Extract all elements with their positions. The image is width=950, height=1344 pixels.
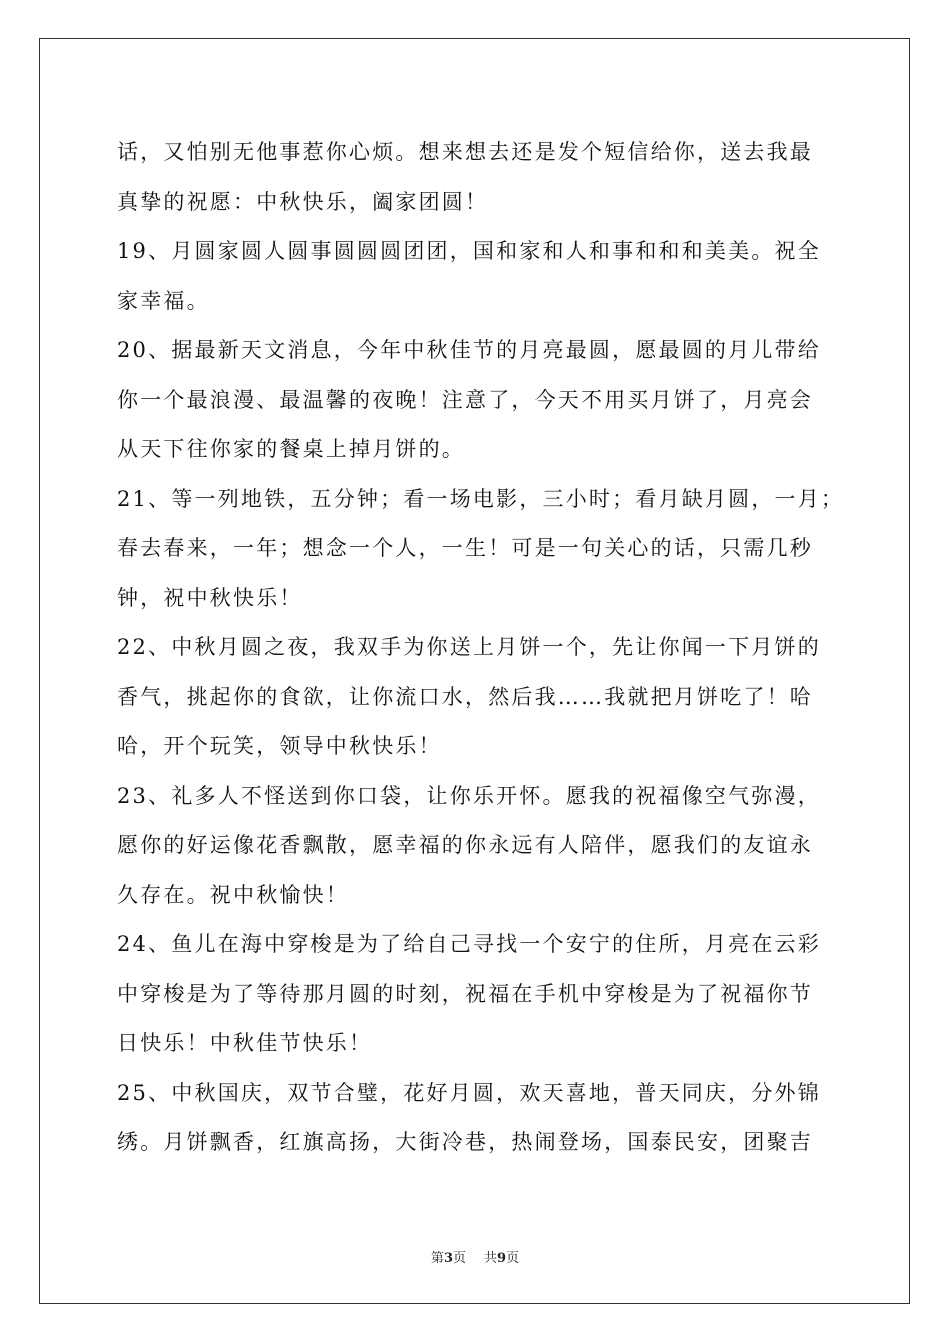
text-line: 19、月圆家圆人圆事圆圆圆团团，国和家和人和事和和和美美。祝全: [117, 239, 821, 263]
text-line: 家幸福。: [117, 288, 210, 313]
text-line: 久存在。祝中秋愉快！: [117, 882, 349, 907]
text-line: 香气，挑起你的食欲，让你流口水，然后我……我就把月饼吃了！哈: [117, 684, 813, 709]
page-footer: [0, 1247, 950, 1266]
text-line: 20、据最新天文消息，今年中秋佳节的月亮最圆，愿最圆的月儿带给: [117, 338, 821, 362]
text-line: 从天下往你家的餐桌上掉月饼的。: [117, 437, 465, 461]
total-pages-prefix: 共: [484, 1251, 498, 1266]
text-line: 话，又怕别无他事惹你心烦。想来想去还是发个短信给你，送去我最: [117, 140, 813, 164]
text-line: 春去春来，一年；想念一个人，一生！可是一句关心的话，只需几秒: [117, 536, 813, 560]
text-line: 真挚的祝愿：中秋快乐，阖家团圆！: [117, 189, 489, 214]
total-pages-number: 9: [497, 1251, 507, 1266]
text-line: 23、礼多人不怪送到你口袋，让你乐开怀。愿我的祝福像空气弥漫，: [117, 783, 821, 808]
page-number-prefix: 第: [430, 1251, 444, 1266]
text-line: 哈，开个玩笑，领导中秋快乐！: [117, 734, 442, 758]
text-line: 24、鱼儿在海中穿梭是为了给自己寻找一个安宁的住所，月亮在云彩: [117, 932, 821, 956]
text-line: 25、中秋国庆，双节合璧，花好月圆，欢天喜地，普天同庆，分外锦: [117, 1080, 821, 1105]
text-line: 绣。月饼飘香，红旗高扬，大街冷巷，热闹登场，国泰民安，团聚吉: [117, 1130, 813, 1154]
text-line: 愿你的好运像花香飘散，愿幸福的你永远有人陪伴，愿我们的友谊永: [117, 833, 813, 857]
page-number-suffix: 页: [452, 1251, 466, 1266]
text-line: 日快乐！中秋佳节快乐！: [117, 1031, 373, 1055]
text-line: 中穿梭是为了等待那月圆的时刻，祝福在手机中穿梭是为了祝福你节: [117, 981, 813, 1006]
text-line: 钟，祝中秋快乐！: [117, 585, 303, 610]
current-page-number: 3: [443, 1251, 453, 1266]
text-line: 22、中秋月圆之夜，我双手为你送上月饼一个，先让你闻一下月饼的: [117, 635, 821, 659]
total-pages-suffix: 页: [506, 1251, 520, 1266]
text-line: 21、等一列地铁，五分钟；看一场电影，三小时；看月缺月圆，一月；: [117, 486, 845, 511]
document-body: [117, 128, 857, 1168]
text-line: 你一个最浪漫、最温馨的夜晚！注意了，今天不用买月饼了，月亮会: [117, 387, 813, 412]
